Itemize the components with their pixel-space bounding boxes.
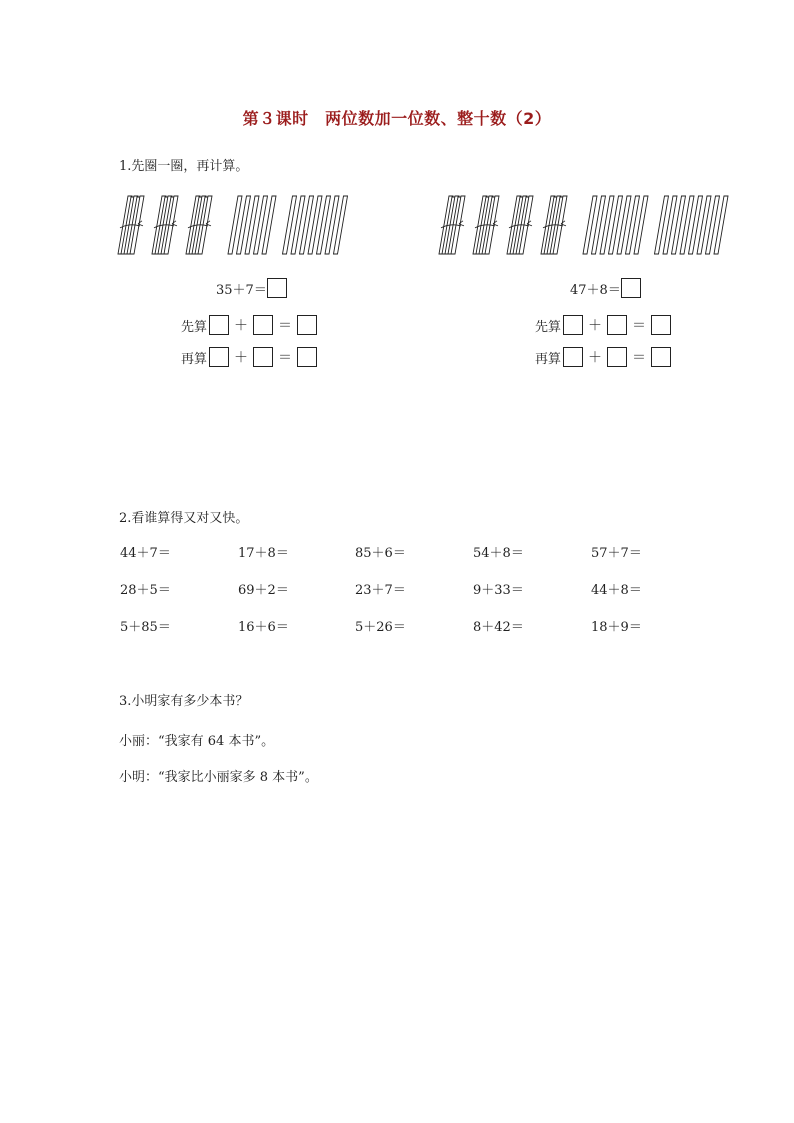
answer-box[interactable] [607, 347, 627, 367]
question-3-prompt: 3.小明家有多少本书？ [119, 694, 249, 709]
exercise-item: 18＋9＝ [591, 620, 642, 635]
step1-label: 先算 [535, 319, 562, 335]
stick-bundle [507, 196, 533, 254]
loose-sticks [283, 196, 348, 254]
equals-sign: ＝ [278, 350, 293, 366]
exercise-item: 28＋5＝ [120, 583, 171, 598]
exercise-item: 16＋6＝ [238, 620, 289, 635]
equals-sign: ＝ [632, 318, 647, 334]
stick-bundle [473, 196, 499, 254]
answer-box[interactable] [651, 347, 671, 367]
step1-right [535, 315, 671, 335]
dialogue-line-xiaoli: 小丽：“我家有 64 本书”。 [119, 734, 275, 749]
plus-sign: ＋ [234, 318, 249, 334]
exercise-item: 54＋8＝ [473, 546, 524, 561]
exercise-item: 17＋8＝ [238, 546, 289, 561]
stick-bundle [541, 196, 567, 254]
exercise-item: 5＋26＝ [355, 620, 406, 635]
stick-bundle [152, 196, 178, 254]
page-title: 第３课时 两位数加一位数、整十数（2） [242, 109, 552, 128]
step1-label: 先算 [181, 319, 208, 335]
answer-box[interactable] [651, 315, 671, 335]
step2-right [535, 347, 671, 367]
loose-sticks [583, 196, 648, 254]
exercise-item: 9＋33＝ [473, 583, 524, 598]
question-1-prompt: 1.先圈一圈，再计算。 [119, 159, 249, 174]
stick-bundle [439, 196, 465, 254]
step1-left [181, 315, 317, 335]
exercise-item: 5＋85＝ [120, 620, 171, 635]
answer-box[interactable] [297, 347, 317, 367]
equation-right [570, 278, 641, 298]
plus-sign: ＋ [234, 350, 249, 366]
exercise-item: 69＋2＝ [238, 583, 289, 598]
step2-left [181, 347, 317, 367]
answer-box[interactable] [209, 315, 229, 335]
plus-sign: ＋ [588, 318, 603, 334]
exercise-item: 8＋42＝ [473, 620, 524, 635]
answer-box[interactable] [607, 315, 627, 335]
step2-label: 再算 [181, 351, 208, 367]
answer-box[interactable] [297, 315, 317, 335]
stick-illustration-left [112, 190, 402, 262]
loose-sticks [228, 196, 276, 254]
equation-left-text: 35＋7＝ [216, 282, 267, 298]
stick-bundle [118, 196, 144, 254]
answer-box[interactable] [253, 347, 273, 367]
exercise-item: 85＋6＝ [355, 546, 406, 561]
loose-sticks [655, 196, 729, 254]
answer-box[interactable] [621, 278, 641, 298]
equation-left [216, 278, 287, 298]
exercise-item: 44＋8＝ [591, 583, 642, 598]
answer-box[interactable] [253, 315, 273, 335]
answer-box[interactable] [563, 347, 583, 367]
exercise-item: 57＋7＝ [591, 546, 642, 561]
answer-box[interactable] [209, 347, 229, 367]
step2-label: 再算 [535, 351, 562, 367]
equals-sign: ＝ [632, 350, 647, 366]
equation-right-text: 47＋8＝ [570, 282, 621, 298]
answer-box[interactable] [267, 278, 287, 298]
question-2-prompt: 2.看谁算得又对又快。 [119, 511, 249, 526]
dialogue-line-xiaoming: 小明：“我家比小丽家多 8 本书”。 [119, 770, 318, 785]
answer-box[interactable] [563, 315, 583, 335]
exercise-item: 23＋7＝ [355, 583, 406, 598]
equals-sign: ＝ [278, 318, 293, 334]
stick-illustration-right [433, 190, 778, 262]
exercise-item: 44＋7＝ [120, 546, 171, 561]
stick-bundle [186, 196, 212, 254]
plus-sign: ＋ [588, 350, 603, 366]
